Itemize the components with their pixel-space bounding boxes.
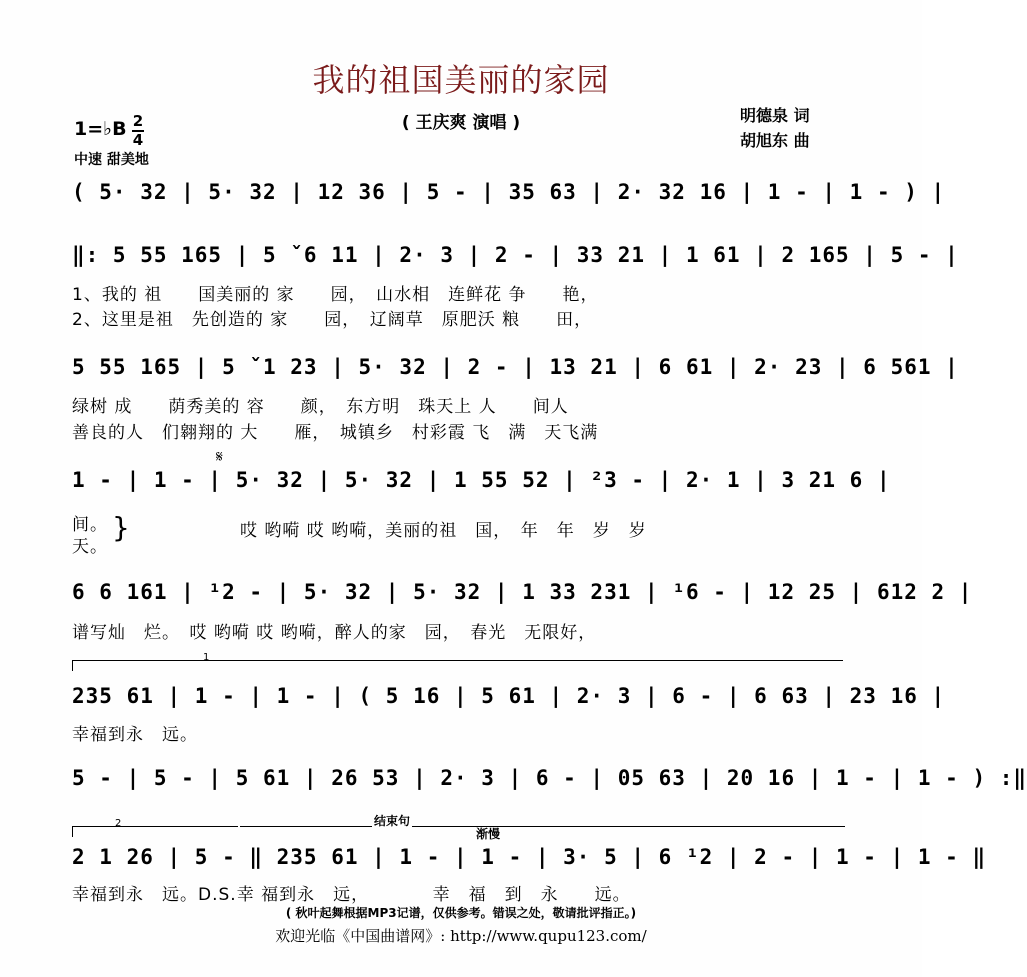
- lyric-line-3-verse-1: 绿树 成 荫秀美的 容 颜， 东方明 珠天上 人 间人: [72, 397, 569, 417]
- lyricist-credit: 明德泉 词: [740, 106, 810, 125]
- second-ending-bracket: [72, 818, 238, 837]
- transcription-note: ( 秋叶起舞根据MP3记谱，仅供参考。错误之处，敬请批评指正。): [285, 906, 637, 920]
- second-ending-number: 2: [115, 818, 122, 829]
- ritardando-label: 渐慢: [476, 827, 501, 841]
- first-ending-number: 1: [203, 652, 210, 663]
- coda-label: 结束句: [374, 814, 411, 828]
- lyric-line-2-verse-1: 1、我的 祖 国美丽的 家 园， 山水相 连鲜花 争 艳，: [72, 285, 599, 305]
- meter-bottom: 4: [132, 131, 144, 149]
- lyric-line-4-verse-1: 间。: [72, 515, 108, 535]
- tempo-marking: 中速 甜美地: [74, 152, 149, 168]
- lyric-line-6: 幸福到永 远。: [72, 725, 198, 745]
- verse-brace: }: [112, 511, 130, 544]
- music-line-1: ( 5· 32 | 5· 32 | 12 36 | 5 - | 35 63 | 2· 32 16 | 1 - | 1 - ) |: [72, 180, 946, 204]
- segno-sign: 𝄋: [216, 447, 223, 466]
- lyric-line-4-refrain: 哎 哟嗬 哎 哟嗬，美丽的祖 国， 年 年 岁 岁: [240, 521, 647, 541]
- music-line-6: 235 61 | 1 - | 1 - | ( 5 16 | 5 61 | 2· 3 | 6 - | 6 63 | 23 16 |: [72, 684, 946, 708]
- music-line-5: 6 6 161 | ¹2 - | 5· 32 | 5· 32 | 1 33 231 | ¹6 - | 12 25 | 612 2 |: [72, 580, 973, 604]
- singer-credit: ( 王庆爽 演唱 ): [401, 113, 521, 133]
- key-signature: 1=♭B: [74, 118, 127, 140]
- lyric-line-2-verse-2: 2、这里是祖 先创造的 家 园， 辽阔草 原肥沃 粮 田，: [72, 310, 593, 330]
- lyric-line-8: 幸福到永 远。D.S.幸 福到永 远， 幸 福 到 永 远。: [72, 885, 631, 905]
- music-line-2: ‖: 5 55 165 | 5 ˇ6 11 | 2· 3 | 2 - | 33 21 | 1 61 | 2 165 | 5 - |: [72, 243, 959, 267]
- first-ending-bracket: [72, 652, 843, 671]
- meter-top: 2: [132, 112, 144, 130]
- time-signature: [132, 114, 144, 148]
- music-line-8: 2 1 26 | 5 - ‖ 235 61 | 1 - | 1 - | 3· 5 | 6 ¹2 | 2 - | 1 - | 1 - ‖: [72, 845, 987, 869]
- site-footer: 欢迎光临《中国曲谱网》: http://www.qupu123.com/: [275, 927, 647, 945]
- lyric-line-3-verse-2: 善良的人 们翱翔的 大 雁， 城镇乡 村彩霞 飞 满 天飞满: [72, 423, 599, 443]
- coda-bracket-line: [240, 826, 845, 827]
- composer-credit: 胡旭东 曲: [740, 131, 810, 150]
- music-line-4: 1 - | 1 - | 5· 32 | 5· 32 | 1 55 52 | ²3 - | 2· 1 | 3 21 6 |: [72, 468, 891, 492]
- lyric-line-4-verse-2: 天。: [72, 537, 108, 557]
- lyric-line-5: 谱写灿 烂。 哎 哟嗬 哎 哟嗬，醉人的家 园， 春光 无限好，: [72, 623, 597, 643]
- song-title: 我的祖国美丽的家园: [312, 61, 610, 99]
- music-line-3: 5 55 165 | 5 ˇ1 23 | 5· 32 | 2 - | 13 21 | 6 61 | 2· 23 | 6 561 |: [72, 355, 959, 379]
- music-line-7: 5 - | 5 - | 5 61 | 26 53 | 2· 3 | 6 - | 05 63 | 20 16 | 1 - | 1 - ) :‖: [72, 766, 1027, 790]
